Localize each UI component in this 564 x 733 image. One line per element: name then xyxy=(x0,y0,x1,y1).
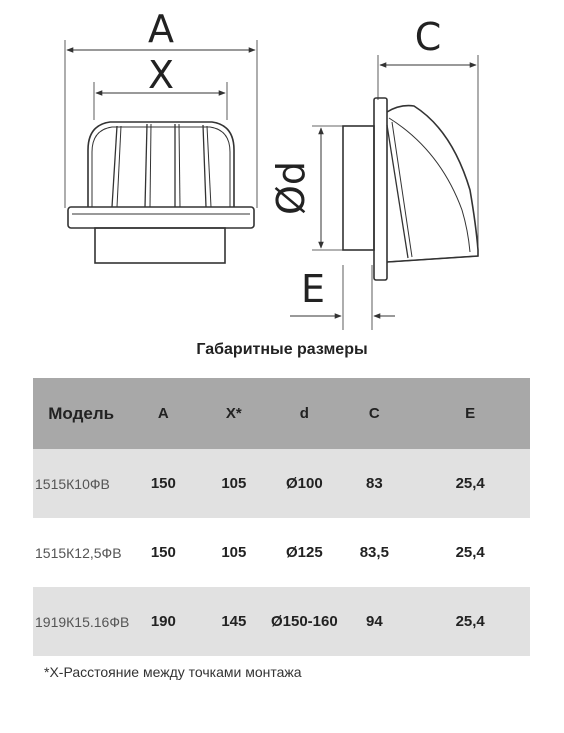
dimensions-table xyxy=(33,378,530,656)
cell-d: Ø125 xyxy=(285,544,323,561)
cell-c: 83 xyxy=(365,475,383,492)
dimension-label-d: Ød xyxy=(269,160,313,216)
cell-a: 150 xyxy=(150,544,176,561)
cell-a: 190 xyxy=(150,613,176,630)
cell-d: Ø100 xyxy=(285,475,323,492)
column-header-c: C xyxy=(368,405,380,422)
cell-x: 145 xyxy=(221,613,247,630)
column-header-x: X* xyxy=(225,405,242,422)
dimension-label-c: C xyxy=(414,15,442,59)
cell-e: 25,4 xyxy=(455,475,485,492)
cell-d: Ø150-160 xyxy=(270,613,338,630)
section-title: Габаритные размеры xyxy=(196,341,368,358)
table-row xyxy=(33,587,530,656)
column-header-model: Модель xyxy=(48,403,115,423)
cell-e: 25,4 xyxy=(455,544,485,561)
cell-a: 150 xyxy=(150,475,176,492)
cell-model: 1515К12,5ФВ xyxy=(35,544,122,561)
dimension-drawing xyxy=(0,0,564,335)
cell-x: 105 xyxy=(221,475,247,492)
column-header-e: E xyxy=(465,405,476,422)
dimension-label-a: A xyxy=(148,7,174,51)
cell-model: 1515К10ФВ xyxy=(35,475,110,492)
cell-c: 94 xyxy=(365,613,383,630)
table-row xyxy=(33,449,530,518)
cell-e: 25,4 xyxy=(455,613,485,630)
cell-model: 1919К15.16ФВ xyxy=(35,613,130,630)
table-row xyxy=(33,518,530,587)
cell-c: 83,5 xyxy=(359,544,389,561)
column-header-d: d xyxy=(299,405,309,422)
footnote: *X-Расстояние между точками монтажа xyxy=(44,664,302,680)
column-header-a: A xyxy=(157,405,169,422)
cell-x: 105 xyxy=(221,544,247,561)
dimension-label-x: X xyxy=(147,53,175,97)
dimension-label-e: E xyxy=(300,267,326,311)
table-header-row xyxy=(33,378,530,449)
